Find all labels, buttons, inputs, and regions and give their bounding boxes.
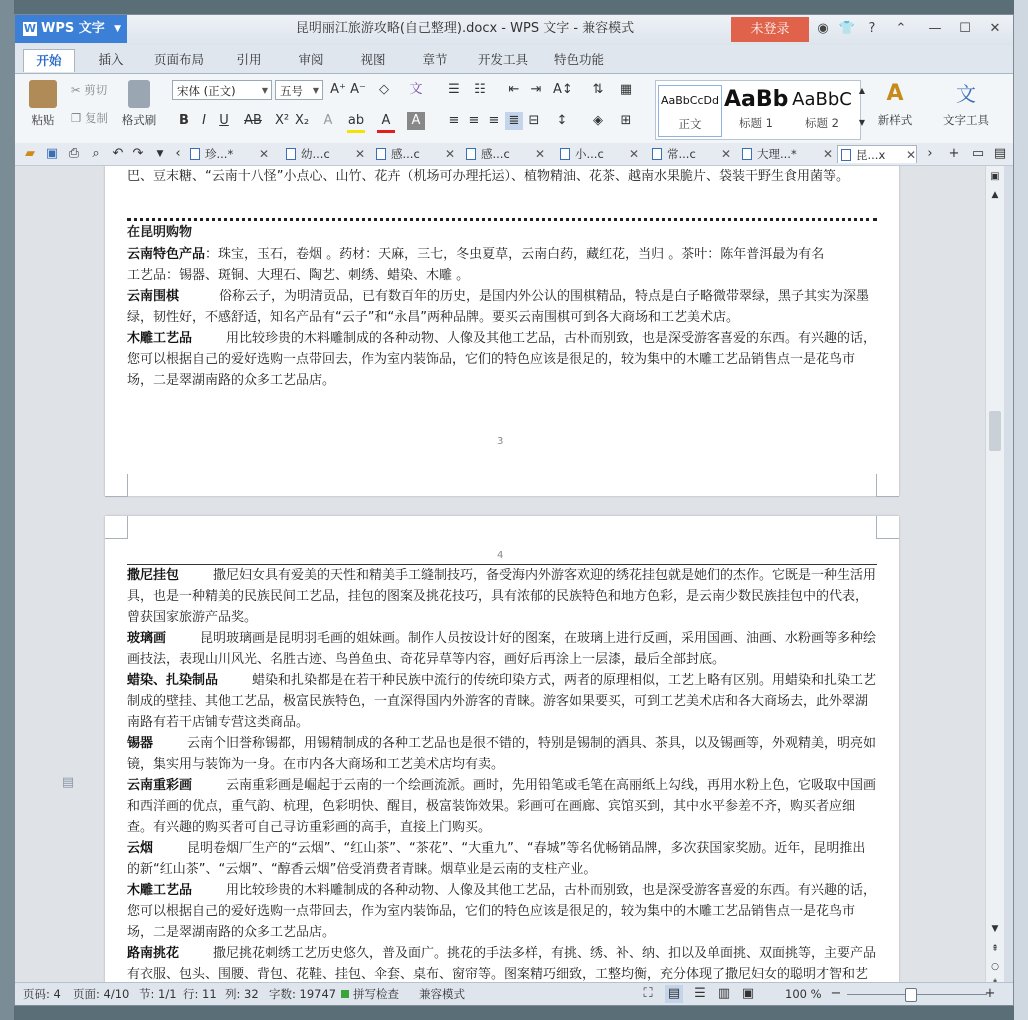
- paragraph: 工艺品：锡器、斑铜、大理石、陶艺、刺绣、蜡染、木雕 。: [127, 268, 470, 283]
- status-page-code: 页码: 4: [23, 987, 61, 1001]
- tab-review[interactable]: 审阅: [298, 52, 324, 67]
- maximize-button[interactable]: ☐: [959, 21, 971, 36]
- wps-menu-button[interactable]: W WPS 文字 ▼: [15, 15, 127, 43]
- doc-icon: [286, 148, 296, 160]
- document-title: 昆明丽江旅游攻略(自己整理).docx - WPS 文字 - 兼容模式: [295, 21, 635, 36]
- close-icon[interactable]: ✕: [628, 147, 639, 161]
- status-mode: 兼容模式: [419, 987, 465, 1001]
- tab-insert[interactable]: 插入: [98, 52, 124, 67]
- vertical-scrollbar[interactable]: [985, 166, 1004, 982]
- collapse-ribbon-icon[interactable]: ⌃: [895, 21, 907, 36]
- shrink-font-icon[interactable]: A⁻: [350, 82, 366, 97]
- paste-button[interactable]: 粘贴: [23, 80, 63, 128]
- close-icon[interactable]: ✕: [720, 147, 731, 161]
- outline-view-icon[interactable]: ☰: [694, 986, 706, 1001]
- menu-bar: [15, 45, 1013, 73]
- style-gallery: [655, 80, 861, 140]
- doc-tab-active[interactable]: 昆...x ✕: [837, 145, 917, 163]
- strikethrough-icon[interactable]: AB: [244, 113, 262, 128]
- close-icon[interactable]: ✕: [444, 147, 455, 161]
- style-heading-2[interactable]: AaBbC 标题 2: [792, 89, 852, 130]
- highlight-icon[interactable]: ab: [347, 112, 365, 133]
- distribute-icon[interactable]: ⊟: [528, 113, 540, 128]
- undo-icon[interactable]: ↶: [112, 146, 124, 161]
- text-tools-icon: 文: [956, 82, 976, 106]
- background-right: [1014, 0, 1028, 1020]
- style-heading-1[interactable]: AaBb 标题 1: [724, 87, 788, 130]
- tab-menu-icon[interactable]: ▤: [993, 146, 1007, 161]
- tab-features[interactable]: 特色功能: [553, 52, 604, 67]
- text-tools-button[interactable]: 文 文字工具: [943, 82, 989, 127]
- clear-format-icon[interactable]: ◇: [379, 82, 389, 97]
- page3-heading: 在昆明购物: [127, 225, 193, 240]
- paragraph: 蜡染、扎染制品 蜡染和扎染都是在若干种民族中流行的传统印染方式，两者的原理相似，工艺上略有区别。用蜡染和扎染工艺制成的壁挂、其他工艺品，极富民族特色，一直深得国内外游客的青睐。游客如果要买，可到工艺美术店和各大商场去，此外翠湖南路有若干店铺专营这类商品。: [127, 673, 877, 730]
- status-word-count[interactable]: 字数: 19747: [269, 987, 337, 1001]
- tab-view[interactable]: 视图: [360, 52, 386, 67]
- new-tab-icon[interactable]: +: [948, 146, 960, 161]
- chevron-down-icon: ▼: [312, 86, 319, 95]
- justify-icon[interactable]: ≣: [505, 112, 523, 130]
- phonetic-guide-icon[interactable]: 文: [409, 82, 423, 97]
- style-scroll-down-icon[interactable]: ▼: [858, 118, 866, 127]
- char-shading-icon[interactable]: A: [407, 112, 425, 130]
- bold-icon[interactable]: B: [179, 113, 189, 128]
- copy-icon: ❐: [71, 111, 82, 125]
- text-size-icon[interactable]: A↕: [553, 82, 573, 97]
- page-number: 4: [497, 550, 504, 561]
- page-3[interactable]: [105, 166, 899, 496]
- page4-body: [127, 565, 877, 982]
- cut-button[interactable]: ✂ 剪切: [71, 83, 108, 97]
- new-style-button[interactable]: A 新样式: [877, 81, 913, 127]
- increase-indent-icon[interactable]: ⇥: [530, 82, 542, 97]
- zoom-out-icon[interactable]: −: [830, 986, 842, 1001]
- full-screen-icon[interactable]: ⛶: [643, 986, 653, 1001]
- page3-body: [127, 244, 877, 391]
- tab-developer[interactable]: 开发工具: [477, 52, 528, 67]
- zoom-slider[interactable]: [847, 994, 987, 995]
- bullets-icon[interactable]: ☰: [448, 82, 460, 97]
- zoom-in-icon[interactable]: +: [984, 986, 996, 1001]
- scissors-icon: ✂: [71, 83, 81, 97]
- tab-home[interactable]: 开始: [23, 49, 75, 72]
- dotted-divider: [127, 218, 877, 221]
- document-map-icon[interactable]: ▤: [61, 775, 75, 790]
- doc-tab[interactable]: 常...c ✕: [649, 145, 731, 163]
- doc-icon: [742, 148, 752, 160]
- sort-icon[interactable]: ⇅: [592, 82, 604, 97]
- open-folder-icon[interactable]: ▰: [25, 146, 35, 161]
- help-button[interactable]: ?: [868, 21, 876, 36]
- reading-view-icon[interactable]: ▣: [741, 986, 755, 1001]
- document-tab-bar: [15, 143, 1013, 166]
- doc-icon: [190, 148, 200, 160]
- numbering-icon[interactable]: ☷: [474, 82, 486, 97]
- tab-references[interactable]: 引用: [236, 52, 262, 67]
- paragraph: 锡器 云南个旧誉称锡都，用锡精制成的各种工艺品也是很不错的，特别是锡制的酒具、茶具，以及锡画等，外观精美，明亮如镜，集实用与装饰为一身。在市内各大商场和工艺美术店均有卖。: [127, 736, 877, 772]
- align-center-icon[interactable]: ≡: [468, 113, 480, 128]
- crop-mark: [876, 516, 899, 539]
- doc-icon: [560, 148, 570, 160]
- scroll-thumb[interactable]: [989, 411, 1001, 451]
- title-bar: [15, 15, 1013, 45]
- clipboard-icon: [29, 80, 57, 108]
- print-icon[interactable]: ⎙: [68, 146, 80, 161]
- status-bar: [15, 982, 1013, 1006]
- skin-icon[interactable]: ◉: [817, 21, 829, 36]
- italic-icon[interactable]: I: [202, 113, 206, 128]
- doc-tab[interactable]: 大理...* ✕: [739, 145, 833, 163]
- login-button[interactable]: 未登录: [731, 17, 809, 42]
- check-icon: [341, 990, 349, 998]
- status-col: 列: 32: [225, 987, 259, 1001]
- doc-icon: [841, 149, 851, 161]
- zoom-slider-knob[interactable]: [905, 988, 917, 1002]
- background-left: [0, 0, 14, 1020]
- paragraph: 路南挑花 撒尼挑花刺绣工艺历史悠久，普及面广。挑花的手法多样，有挑、绣、补、纳、扣以及单面挑、双面挑等，主要产品有衣服、包头、围腰、背包、花鞋、挂包、伞套、桌布、窗帘等。图案精巧细致，工整均衡，充分体现了撒尼妇女的聪明才智和艺: [127, 946, 877, 982]
- line-spacing-icon[interactable]: ↕: [556, 113, 568, 128]
- new-style-icon: A: [886, 81, 904, 106]
- style-normal[interactable]: AaBbCcDd 正文: [658, 85, 722, 137]
- paragraph: 木雕工艺品 用比较珍贵的木料雕制成的各种动物、人像及其他工艺品，古朴而别致，也是深受游客喜爱的东西。有兴趣的话，您可以根据自己的爱好选购一点带回去，作为室内装饰品，它们的特色应该是很足的，较为集中的木雕工艺品销售点一是花鸟市场，二是翠湖南路的众多工艺品店。: [127, 331, 877, 388]
- tabs-left-icon[interactable]: ‹: [175, 146, 181, 161]
- copy-button[interactable]: ❐ 复制: [71, 111, 108, 125]
- shirt-icon[interactable]: 👕: [838, 21, 856, 36]
- doc-icon: [466, 148, 476, 160]
- align-left-icon[interactable]: ≡: [448, 113, 460, 128]
- status-page[interactable]: 页面: 4/10: [73, 987, 130, 1001]
- doc-icon: [376, 148, 386, 160]
- wps-window: [14, 14, 1014, 1006]
- brush-icon: [128, 80, 150, 108]
- minimize-button[interactable]: —: [928, 21, 942, 36]
- document-workspace: [15, 166, 985, 982]
- close-icon[interactable]: ✕: [822, 147, 833, 161]
- scroll-top-icon[interactable]: ▣: [990, 171, 1000, 182]
- page-view-icon[interactable]: ▤: [665, 985, 683, 1003]
- quick-access-dropdown-icon[interactable]: ▼: [156, 149, 164, 159]
- chevron-down-icon: ▼: [114, 24, 121, 34]
- border-icon[interactable]: ⊞: [620, 113, 632, 128]
- font-size-select[interactable]: 五号 ▼: [275, 80, 323, 100]
- web-view-icon[interactable]: ▥: [717, 986, 731, 1001]
- table-icon[interactable]: ▦: [619, 82, 633, 97]
- paragraph: 云南特色产品：珠宝，玉石，卷烟 。药材：天麻，三七，冬虫夏草，云南白药，藏红花，当归 。茶叶：陈年普洱最为有名: [127, 247, 825, 262]
- text-effect-icon[interactable]: A: [323, 113, 333, 128]
- shading-icon[interactable]: ◈: [593, 113, 603, 128]
- page-4[interactable]: [105, 516, 899, 982]
- select-browse-icon[interactable]: ○: [991, 962, 999, 972]
- align-right-icon[interactable]: ≡: [488, 113, 500, 128]
- close-button[interactable]: ✕: [989, 21, 1001, 36]
- doc-icon: [652, 148, 662, 160]
- status-row: 行: 11: [183, 987, 217, 1001]
- status-section: 节: 1/1: [139, 987, 177, 1001]
- doc-tab[interactable]: 感...c ✕: [463, 145, 545, 163]
- save-icon[interactable]: ▣: [45, 146, 59, 161]
- tab-list-icon[interactable]: ▭: [971, 146, 985, 161]
- paragraph: 云南围棋 俗称云子，为明清贡品，已有数百年的历史，是国内外公认的围棋精品，特点是白子略微带翠绿，黑子其实为深墨绿，韧性好，不感舒适，知名产品有“云子”和“永昌”两种品牌。要买云南围棋可到各大商场和工艺美术店。: [127, 289, 870, 325]
- page-number: 3: [497, 436, 504, 447]
- underline-icon[interactable]: U: [219, 113, 229, 128]
- scroll-up-icon[interactable]: ▲: [991, 190, 999, 200]
- ribbon-toolbar: [15, 73, 1013, 145]
- doc-tab[interactable]: 珍...* ✕: [187, 145, 269, 163]
- crop-mark: [105, 516, 128, 539]
- scroll-down-icon[interactable]: ▼: [991, 924, 999, 934]
- page3-top-text: 巴、豆末糖、“云南十八怪”小点心、山竹、花卉（机场可办理托运）、植物精油、花茶、越南水果脆片、袋装干野生食用菌等。: [127, 169, 849, 184]
- prev-page-icon[interactable]: ⇞: [991, 944, 999, 954]
- tabs-right-icon[interactable]: ›: [927, 146, 933, 161]
- redo-icon[interactable]: ↷: [132, 146, 144, 161]
- paragraph: 玻璃画 昆明玻璃画是昆明羽毛画的姐妹画。制作人员按设计好的图案，在玻璃上进行反画，采用国画、油画、水粉画等多种绘画技法，表现山川风光、名胜古迹、鸟兽鱼虫、奇花异草等内容，画好后再涂上一层漆，最后全部封底。: [127, 631, 877, 667]
- paragraph: 云烟 昆明卷烟厂生产的“云烟”、“红山茶”、“茶花”、“大重九”、“春城”等名优畅销品牌，多次获国家奖励。近年，昆明推出的新“红山茶”、“云烟”、“醇香云烟”倍受消费者青睐。烟草业是云南的支柱产业。: [127, 841, 866, 877]
- wps-logo-icon: W: [23, 21, 37, 35]
- paragraph: 撒尼挂包 撒尼妇女具有爱美的天性和精美手工缝制技巧，备受海内外游客欢迎的绣花挂包就是她们的杰作。它既是一种生活用具，也是一种精美的民族民间工艺品，挂包的图案及挑花技巧，具有浓郁的民族特色和地方色彩，是云南少数民族挂包中的代表，曾获国家旅游产品奖。: [127, 568, 877, 625]
- spell-check-button[interactable]: 拼写检查: [341, 983, 399, 1006]
- chevron-down-icon: ▼: [261, 86, 268, 95]
- format-painter-button[interactable]: 格式刷: [119, 80, 159, 128]
- doc-tab[interactable]: 感...c ✕: [373, 145, 455, 163]
- crop-mark: [876, 474, 899, 497]
- close-icon[interactable]: ✕: [258, 147, 269, 161]
- superscript-icon[interactable]: X²: [274, 113, 290, 128]
- font-color-icon[interactable]: A: [377, 112, 395, 133]
- subscript-icon[interactable]: X₂: [294, 113, 310, 128]
- crop-mark: [105, 474, 128, 497]
- decrease-indent-icon[interactable]: ⇤: [508, 82, 520, 97]
- tab-chapter[interactable]: 章节: [422, 52, 448, 67]
- doc-tab[interactable]: 幼...c ✕: [283, 145, 365, 163]
- style-scroll-up-icon[interactable]: ▲: [858, 86, 866, 95]
- close-icon[interactable]: ✕: [354, 147, 365, 161]
- close-icon[interactable]: ✕: [905, 148, 916, 162]
- doc-tab[interactable]: 小...c ✕: [557, 145, 639, 163]
- print-preview-icon[interactable]: ⌕: [92, 146, 100, 161]
- paragraph: 云南重彩画 云南重彩画是崛起于云南的一个绘画流派。画时，先用铅笔或毛笔在高丽纸上勾线，再用水粉上色，它吸取中国画和西洋画的优点，重气韵、杭理，色彩明快、醒目，极富装饰效果。彩画可在画廊、宾馆买到，其中水平参差不齐，购买者应细查。有兴趣的购买者可自己寻访重彩画的高手，直接上门购买。: [127, 778, 877, 835]
- zoom-level[interactable]: 100 %: [785, 987, 822, 1001]
- paragraph: 木雕工艺品 用比较珍贵的木料雕制成的各种动物、人像及其他工艺品，古朴而别致，也是深受游客喜爱的东西。有兴趣的话，您可以根据自己的爱好选购一点带回去，作为室内装饰品，它们的特色应该是很足的，较为集中的木雕工艺品销售点一是花鸟市场，二是翠湖南路的众多工艺品店。: [127, 883, 877, 940]
- grow-font-icon[interactable]: A⁺: [330, 82, 346, 97]
- font-name-select[interactable]: 宋体 (正文) ▼: [172, 80, 272, 100]
- tab-page-layout[interactable]: 页面布局: [153, 52, 204, 67]
- close-icon[interactable]: ✕: [534, 147, 545, 161]
